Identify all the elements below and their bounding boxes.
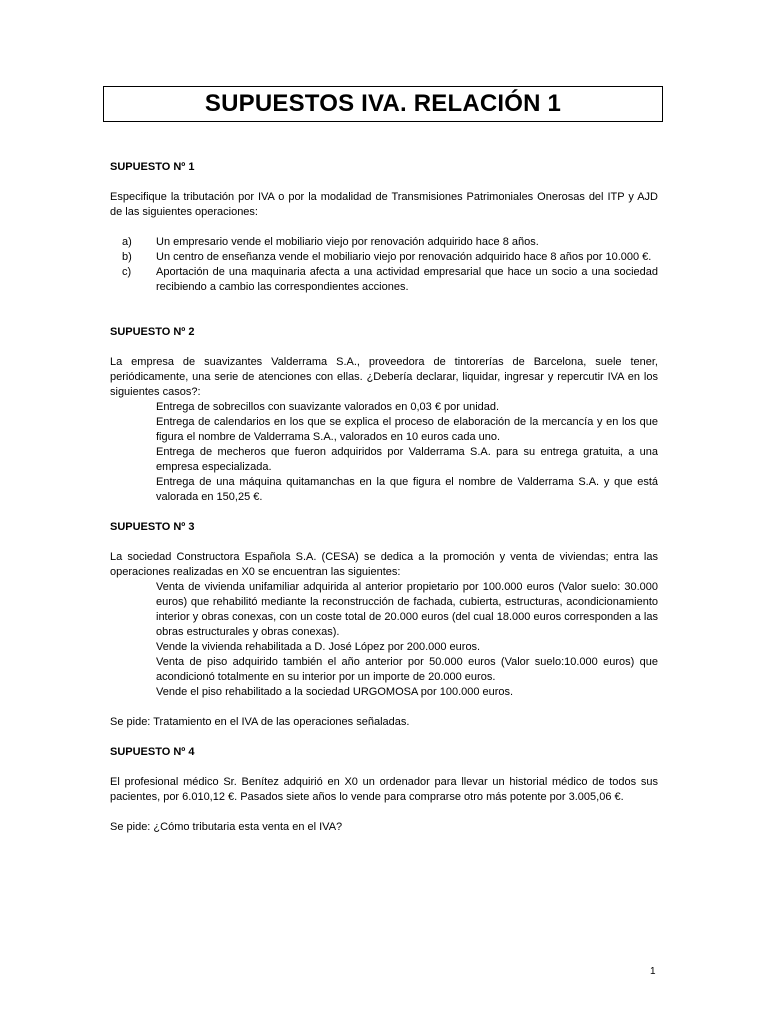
supuesto-3-list (110, 580, 658, 700)
page-number: 1 (650, 966, 656, 977)
list-marker: b) (122, 251, 132, 263)
title-box (103, 86, 663, 122)
supuesto-2-list (110, 400, 658, 505)
list-item: Entrega de sobrecillos con suavizante valorados en 0,03 € por unidad. (156, 401, 500, 413)
supuesto-1-heading: SUPUESTO Nº 1 (110, 161, 195, 173)
supuesto-1-list (110, 235, 658, 295)
list-item: Entrega de mecheros que fueron adquiridos por Valderrama S.A. para su entrega gratuita, a una empresa especializada. (156, 446, 658, 473)
list-item (110, 250, 658, 265)
list-item: Vende la vivienda rehabilitada a D. José López por 200.000 euros. (156, 641, 481, 653)
supuesto-4-intro: El profesional médico Sr. Benítez adquirió en X0 un ordenador para llevar un historial médico de todos sus pacientes, por 6.010,12 €. Pasados siete años lo vende para comprarse otro más potente por 3.005,06 €. (110, 776, 658, 803)
supuesto-3-heading: SUPUESTO Nº 3 (110, 521, 195, 533)
supuesto-1-intro: Especifique la tributación por IVA o por la modalidad de Transmisiones Patrimoniales Onerosas del ITP y AJD de las siguientes operaciones: (110, 191, 658, 218)
list-marker: a) (122, 236, 132, 248)
list-item (110, 265, 658, 295)
list-marker: c) (122, 266, 132, 278)
supuesto-4-ask: Se pide: ¿Cómo tributaria esta venta en el IVA? (110, 821, 343, 833)
list-item: Vende el piso rehabilitado a la sociedad URGOMOSA por 100.000 euros. (156, 686, 514, 698)
document-body (110, 160, 658, 835)
document-title: SUPUESTOS IVA. RELACIÓN 1 (204, 90, 562, 117)
supuesto-4-heading: SUPUESTO Nº 4 (110, 746, 195, 758)
list-item: Entrega de una máquina quitamanchas en la que figura el nombre de Valderrama S.A. y que está valorada en 150,25 €. (156, 476, 658, 503)
supuesto-2-heading: SUPUESTO Nº 2 (110, 326, 195, 338)
list-text: Un centro de enseñanza vende el mobiliario viejo por renovación adquirido hace 8 años por 10.000 €. (156, 251, 652, 263)
list-item: Entrega de calendarios en los que se explica el proceso de elaboración de la mercancía y en los que figura el nombre de Valderrama S.A., valorados en 10 euros cada uno. (156, 416, 658, 443)
list-item: Venta de piso adquirido también el año anterior por 50.000 euros (Valor suelo:10.000 euros) que acondicionó totalmente en su interior por un importe de 20.000 euros. (156, 656, 658, 683)
list-item (110, 235, 658, 250)
supuesto-3-intro: La sociedad Constructora Española S.A. (CESA) se dedica a la promoción y venta de viviendas; entra las operaciones realizadas en X0 se encuentran las siguientes: (110, 551, 658, 578)
list-text: Un empresario vende el mobiliario viejo por renovación adquirido hace 8 años. (156, 236, 539, 248)
supuesto-2-intro: La empresa de suavizantes Valderrama S.A., proveedora de tintorerías de Barcelona, suele tener, periódicamente, una serie de atenciones con ellas. ¿Debería declarar, liquidar, ingresar y repercutir IVA en los siguientes casos?: (110, 356, 658, 398)
supuesto-3-ask: Se pide: Tratamiento en el IVA de las operaciones señaladas. (110, 716, 410, 728)
list-text: Aportación de una maquinaria afecta a una actividad empresarial que hace un socio a una sociedad recibiendo a cambio las correspondientes acciones. (156, 266, 658, 293)
list-item: Venta de vivienda unifamiliar adquirida al anterior propietario por 100.000 euros (Valor suelo: 30.000 euros) que rehabilitó mediante la reconstrucción de fachada, cubierta, estructuras, acondicionamiento interior y obras conexas, con un coste total de 20.000 euros (del cual 18.000 euros corresponden a las obras estructurales y obras conexas). (156, 581, 658, 638)
